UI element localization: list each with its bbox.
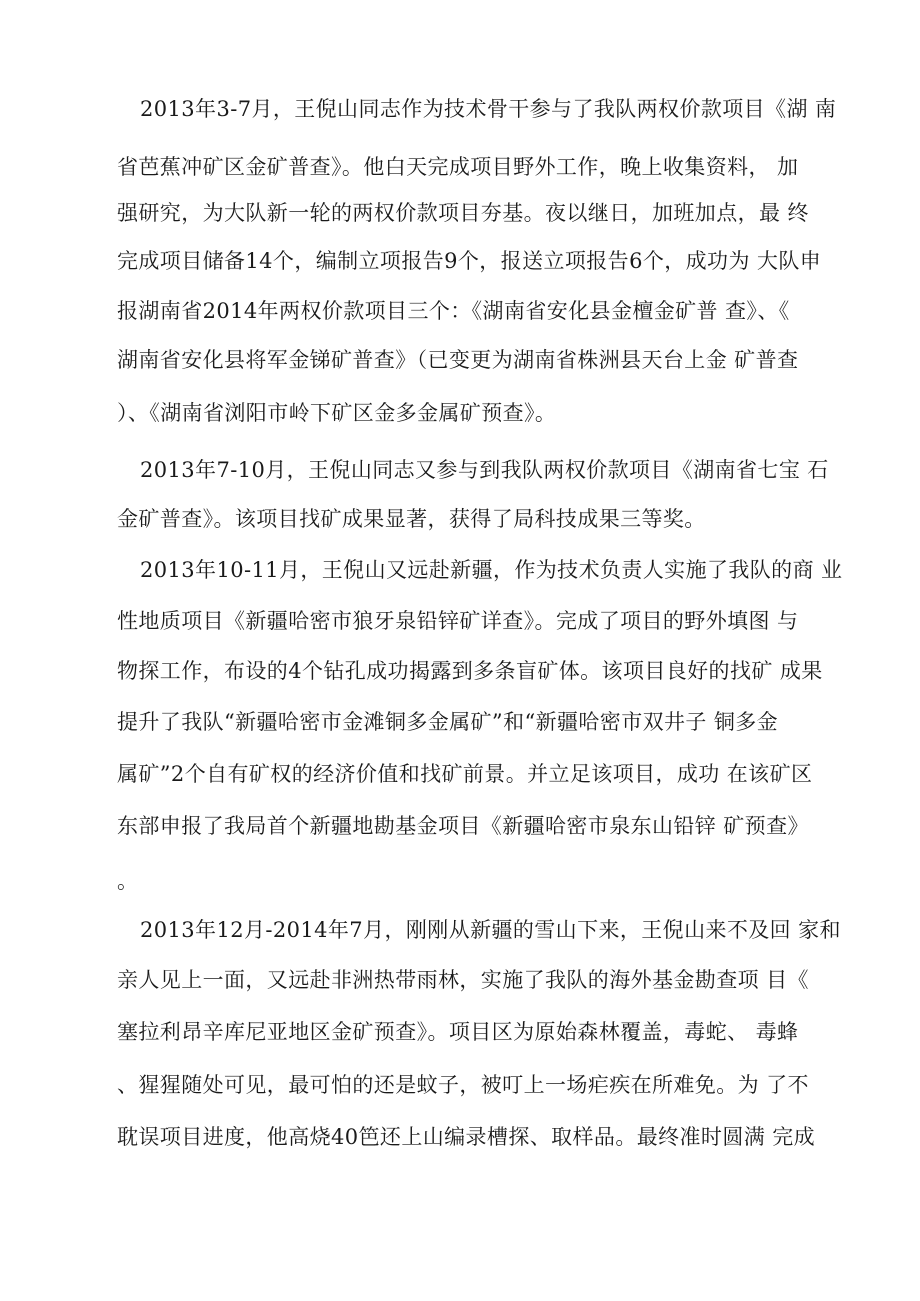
text-line: ）、《湖南省浏阳市岭下矿区金多金属矿预查》。 <box>117 401 557 425</box>
text-line: 2013年3-7月，王倪山同志作为技术骨干参与了我队两权价款项目《湖 南 <box>140 97 837 121</box>
text-line: 报湖南省2014年两权价款项目三个：《湖南省安化县金檀金矿普 查》、《 <box>117 299 790 323</box>
text-line: 性地质项目《新疆哈密市狼牙泉铅锌矿详查》。完成了项目的野外填图 与 <box>117 609 799 633</box>
text-line: 省芭蕉冲矿区金矿普查》。他白天完成项目野外工作，晚上收集资料， 加 <box>117 155 799 179</box>
text-line: 2013年12月-2014年7月，刚刚从新疆的雪山下来，王倪山来不及回 家和 <box>140 918 841 942</box>
text-line: 2013年7-10月，王倪山同志又参与到我队两权价款项目《湖南省七宝 石 <box>140 458 829 482</box>
text-line: 提升了我队“新疆哈密市金滩铜多金属矿”和“新疆哈密市双井子 铜多金 <box>117 710 779 734</box>
text-line: 亲人见上一面，又远赴非洲热带雨林，实施了我队的海外基金勘查项 目《 <box>117 968 809 992</box>
text-line: 耽误项目进度，他高烧40笆还上山编录槽探、取样品。最终准时圆满 完成 <box>117 1125 815 1149</box>
text-line: 、猩猩随处可见，最可怕的还是蚊子，被叮上一场疟疾在所难免。为 了不 <box>117 1073 809 1097</box>
text-line: 物探工作，布设的4个钻孔成功揭露到多条盲矿体。该项目良好的找矿 成果 <box>117 659 823 683</box>
text-line: 2013年10-11月，王倪山又远赴新疆，作为技术负责人实施了我队的商 业 <box>140 558 843 582</box>
text-line: 。 <box>117 869 139 893</box>
text-line: 属矿”2个自有矿权的经济价值和找矿前景。并立足该项目，成功 在该矿区 <box>117 762 813 786</box>
text-line: 金矿普查》。该项目找矿成果显著，获得了局科技成果三等奖。 <box>117 507 706 531</box>
text-line: 湖南省安化县将军金锑矿普查》（已变更为湖南省株洲县天台上金 矿普查 <box>117 348 799 372</box>
text-line: 强研究，为大队新一轮的两权价款项目夯基。夜以继日，加班加点，最 终 <box>117 201 809 225</box>
text-line: 完成项目储备14个，编制立项报告9个，报送立项报告6个，成功为 大队申 <box>117 249 822 273</box>
text-line: 塞拉利昂辛库尼亚地区金矿预查》。项目区为原始森林覆盖，毒蛇、 毒蜂 <box>117 1020 799 1044</box>
text-line: 东部申报了我局首个新疆地勘基金项目《新疆哈密市泉东山铅锌 矿预查》 <box>117 814 809 838</box>
